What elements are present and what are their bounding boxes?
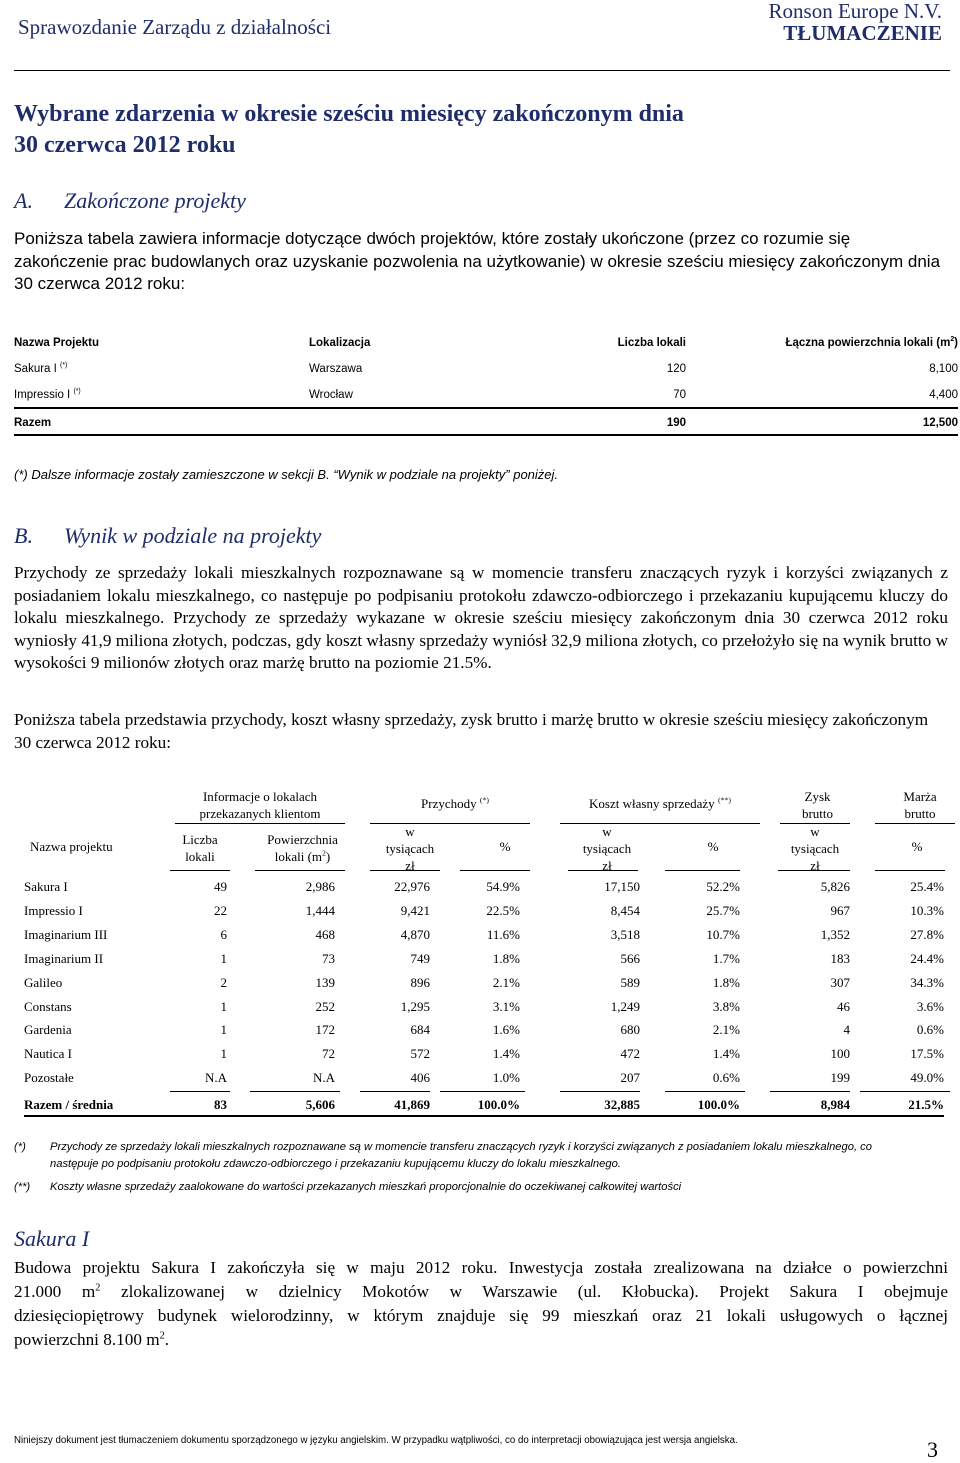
table2-row-cell-name: Sakura I [24,879,68,894]
table2-total-rule [665,1091,745,1092]
table2-row-cell-rev-pct: 11.6% [486,926,520,942]
table1-area: 4,400 [929,389,958,401]
table2-row-cell-rev: 684 [410,1022,430,1038]
table1-location: Warszawa [309,363,363,375]
table2-row-cell-profit: 1,352 [820,926,850,942]
table1-units: 70 [673,389,686,401]
table2-row-cell-area: 252 [315,998,335,1014]
header-rule [14,70,950,71]
table2-total-cell-cost-pct: 100.0% [697,1097,740,1112]
table2-row-cell-units: 1 [220,950,227,966]
footer-disclaimer: Niniejszy dokument jest tłumaczeniem dokumentu sporządzonego w języku angielskim. W przypadku wątpliwości, co do interpretacji obowiązująca jest wersja angielska. [14,1435,738,1446]
table2-row-cell-rev-pct: 3.1% [492,998,520,1014]
table2-row-cell-rev-pct: 1.8% [492,950,520,966]
table2-total-rule [560,1091,640,1092]
table1-total-units: 190 [666,417,686,429]
table2-row-cell-name: Pozostałe [24,1070,74,1086]
table2-row-cell-rev: 896 [410,974,430,990]
section-b-paragraph-1: Przychody ze sprzedaży lokali mieszkalnych rozpoznawane są w momencie transferu znaczących ryzyk i korzyści związanych z posiadaniem lokalu mieszkalnego, co następuje po podpisaniu protokołu zdawczo-odbiorczego i przekazaniu kupującemu kluczy do lokalu mieszkalnego. Przychody ze sprzedaży wykazane w okresie sześciu miesięcy zakończonym dnia 30 czerwca 2012 roku wyniosły 41,9 miliona złotych, podczas, gdy koszt własny sprzedaży wyniósł 32,9 miliona złotych, co przełożyło się na wynik brutto w wysokości 9 milionów złotych oraz marżę brutto na poziomie 21.5%. [14,563,948,672]
table2-header-rule [875,870,945,871]
translation-label: TŁUMACZENIE [783,21,942,45]
table2-group-rule [875,823,955,824]
table2-total-rule [360,1091,430,1092]
table1-project-name: Sakura I [14,363,57,375]
table2-row-cell-area: 172 [315,1022,335,1038]
table2-row-cell-margin: 0.6% [916,1022,944,1038]
table2-row-cell-margin: 27.8% [910,926,944,942]
table2-total-cell-cost: 32,885 [604,1097,640,1112]
table2-row-cell-rev: 749 [410,950,430,966]
table2-row-cell-rev: 572 [410,1046,430,1062]
table2-header-rule [778,870,850,871]
table1-area: 8,100 [929,363,958,375]
table2-header-rule [568,870,638,871]
table2-row-cell-profit: 199 [830,1070,850,1086]
table2-header-profit-unit: w tysiącach zł [790,824,840,873]
table2-row-cell-profit: 4 [843,1022,850,1038]
table2-row-cell-cost: 207 [620,1070,640,1086]
table2-row-cell-cost-pct: 25.7% [706,902,740,918]
table2-row-cell-units: 1 [220,1022,227,1038]
table-row: Sakura I (*) Warszawa 120 8,100 [14,362,958,375]
table2-row-cell-units: N.A [204,1070,227,1086]
table2-header-units: Liczba lokali [182,832,218,864]
table2-row-cell-profit: 183 [830,950,850,966]
table2-row-cell-units: 1 [220,998,227,1014]
table2-row-cell-rev-pct: 1.0% [492,1070,520,1086]
table2-row-cell-margin: 3.6% [916,998,944,1014]
table2-header-area: Powierzchnia lokali $(m^2)$ [267,832,338,864]
table2-header-units-group: Informacje o lokalach przekazanych klientom [199,789,321,821]
table2-row-cell-name: Galileo [24,974,63,990]
table2-row-cell-name: Gardenia [24,1022,72,1038]
table2-row-cell-units: 2 [220,974,227,990]
table2-row-cell-area: 73 [322,950,335,966]
section-b-title: Wynik w podziale na projekty [64,523,322,548]
table2-bottom-rule [24,1115,944,1117]
table2-row-cell-units: 6 [220,926,227,942]
table2-row-cell-margin: 34.3% [910,974,944,990]
table2-total-cell-profit: 8,984 [820,1097,850,1112]
table2-row-cell-cost-pct: 1.4% [712,1046,740,1062]
table2-header-rule [170,870,230,871]
page-title [14,99,914,161]
table1-project-name: Impressio I [14,389,71,401]
table2-header-profit: Zysk brutto [801,789,834,821]
table2-row-cell-name: Constans [24,998,72,1014]
section-b-heading [14,523,321,549]
table2-row-cell-name: Impressio I [24,902,83,918]
table2-header-margin: Marża brutto [903,789,937,821]
table2-row-cell-units: 49 [214,879,227,894]
table2-row-cell-rev: 4,870 [400,926,430,942]
table2-row-cell-rev-pct: 1.4% [492,1046,520,1062]
page-title-line2: 30 czerwca 2012 roku [14,132,236,158]
table2-total-cell-rev: 41,869 [394,1097,430,1112]
table2-row-cell-rev-pct: 22.5% [486,902,520,918]
table2-row-cell-cost: 1,249 [610,998,640,1014]
footnote-1-text: Przychody ze sprzedaży lokali mieszkalnych rozpoznawane są w momencie transferu znaczących ryzyk i korzyści związanych z posiadaniem lokalu mieszkalnego, co następuje po podpisaniu protokołu zdawczo-odbiorczego i przekazaniu kupującemu kluczy do lokalu mieszkalnego. [50,1141,873,1170]
table2-header-cost-unit: w tysiącach zł [582,824,632,873]
table2-row-cell-cost: 8,454 [610,902,640,918]
table2-row-cell-profit: 100 [830,1046,850,1062]
table2-row-cell-cost: 680 [620,1022,640,1038]
sakura-heading: Sakura I [14,1226,90,1251]
table1-header-units: Liczba lokali [617,337,686,349]
table2-row-cell-cost-pct: 1.7% [712,950,740,966]
table2-row-cell-rev-pct: 2.1% [492,974,520,990]
table1-bottom-rule [14,434,958,436]
table1-total-rule [14,407,958,409]
table2-row-cell-rev-pct: 1.6% [492,1022,520,1038]
section-b-paragraph-2: Poniższa tabela przedstawia przychody, koszt własny sprzedaży, zysk brutto i marżę brutto w okresie sześciu miesięcy zakończonym 30 czerwca 2012 roku: [14,710,929,752]
table1-header-location: Lokalizacja [309,337,371,349]
table2-row-cell-cost: 589 [620,974,640,990]
footnote-1-mark: (*) [14,1141,26,1153]
table1-total-label: Razem [14,417,52,429]
table2-group-rule [175,823,345,824]
table2-row-cell-margin: 49.0% [910,1070,944,1086]
table2-header-cost: Koszt własny sprzedaży (**) [589,795,731,811]
table2-row-cell-cost-pct: 3.8% [712,998,740,1014]
table2-row-cell-name: Imaginarium II [24,950,104,966]
table2-row-cell-rev: 406 [410,1070,430,1086]
table2-header-rule [255,870,345,871]
table2-row-cell-cost-pct: 1.8% [712,974,740,990]
table2-row-cell-name: Imaginarium III [24,926,108,942]
table2-row-cell-cost: 17,150 [604,879,640,894]
table2-row-cell-profit: 967 [830,902,850,918]
table2-row-cell-cost: 566 [620,950,640,966]
table2-row-cell-cost: 472 [620,1046,640,1062]
footnote-2-mark: (**) [14,1181,31,1193]
footnote-2-text: Koszty własne sprzedaży zaalokowane do wartości przekazanych mieszkań proporcjonalnie do oczekiwanej całkowitej wartości [50,1181,682,1193]
table2-total-cell-units: 83 [214,1097,227,1112]
table2-total-rule [440,1091,525,1092]
table2-total-cell-rev-pct: 100.0% [477,1097,520,1112]
table2-header-rule [665,870,740,871]
table2-row-cell-profit: 5,826 [820,879,850,894]
table2-header-rev-unit: w tysiącach zł [385,824,435,873]
table2-row-cell-area: 2,986 [305,879,335,894]
table2-row-cell-rev: 22,976 [394,879,430,894]
table1-header-area: Łączna powierzchnia lokali $(m^2)$ [785,336,958,349]
table2-header-cost-pct: % [707,839,719,854]
table2-row-cell-margin: 24.4% [910,950,944,966]
table2-row-cell-cost-pct: 52.2% [706,879,740,894]
table2-row-cell-rev: 1,295 [400,998,430,1014]
table2-header-rule [370,870,440,871]
table2-header-rule [460,870,530,871]
table2-row-cell-profit: 46 [837,998,850,1014]
table2-total-cell-area: 5,606 [305,1097,335,1112]
table2-row-cell-cost: 3,518 [610,926,640,942]
table2-row-cell-rev: 9,421 [400,902,430,918]
sakura-paragraph: Budowa projektu Sakura I zakończyła się w maju 2012 roku. Inwestycja została zrealizowana na działce o powierzchni 21.000 $m^2$ zlokalizowanej w dzielnicy Mokotów w Warszawie (ul. Kłobucka). Projekt Sakura I obejmuje dziesięciopiętrowy budynek wielorodzinny, w którym znajduje się 99 mieszkań oraz 21 lokali usługowych o łącznej powierzchni 8.100 $m^2$. [14,1258,948,1349]
table2-total-rule [770,1091,850,1092]
table2-row-cell-cost-pct: 10.7% [706,926,740,942]
table2-row-cell-area: 139 [315,974,335,990]
section-a-letter: A. [14,188,33,213]
table2-row-cell-margin: 25.4% [910,879,944,894]
table2-row-cell-units: 22 [214,902,227,918]
table2-total-cell-name: Razem / średnia [24,1097,114,1112]
company-name: Ronson Europe N.V. [768,0,942,23]
table2-total-rule [860,1091,950,1092]
table2-row-cell-rev-pct: 54.9% [486,879,520,894]
table2-total-rule [170,1091,230,1092]
table2-row-cell-margin: 10.3% [910,902,944,918]
table1-total-area: 12,500 [922,417,958,429]
page-title-line1: Wybrane zdarzenia w okresie sześciu miesięcy zakończonym dnia [14,101,684,127]
page-number: 3 [927,1437,938,1462]
table2-total-rule [250,1091,340,1092]
section-a-paragraph: Poniższa tabela zawiera informacje dotyczące dwóch projektów, które zostały ukończone (przez co rozumie się zakończenie prac budowlanych oraz uzyskanie pozwolenia na użytkowanie) w okresie sześciu miesięcy zakończonym dnia 30 czerwca 2012 roku: [14,229,941,293]
table2-row-cell-name: Nautica I [24,1046,73,1062]
table1-note: (*) Dalsze informacje zostały zamieszczone w sekcji B. “Wynik w podziale na projekty” poniżej. [14,467,559,482]
company-header [769,0,942,44]
table1-header-row [14,337,958,357]
table2-total-cell-margin: 21.5% [908,1097,944,1112]
section-a-heading [14,188,246,214]
table-row: Impressio I (*) Wrocław 70 4,400 [14,388,958,401]
table2-row-cell-units: 1 [220,1046,227,1062]
table2-header-rev-pct: % [499,839,511,854]
table2-row-cell-area: 1,444 [305,902,335,918]
table2-header-name: Nazwa projektu [30,839,113,854]
table2-row-cell-profit: 307 [830,974,850,990]
table2-row-cell-area: 468 [315,926,335,942]
section-b-letter: B. [14,523,33,548]
table2-row-cell-cost-pct: 0.6% [712,1070,740,1086]
table2-row-cell-cost-pct: 2.1% [712,1022,740,1038]
table1-location: Wrocław [309,389,353,401]
table1-header-name: Nazwa Projektu [14,337,99,349]
table2-row-cell-area: 72 [322,1046,335,1062]
table1-units: 120 [666,363,686,375]
section-a-title: Zakończone projekty [64,188,246,213]
table2-header-revenue: Przychody (*) [421,795,489,811]
table2-row-cell-margin: 17.5% [910,1046,944,1062]
report-title-header: Sprawozdanie Zarządu z działalności [18,15,332,39]
table2-row-cell-area: N.A [312,1070,335,1086]
table2-header-margin-pct: % [911,839,923,854]
